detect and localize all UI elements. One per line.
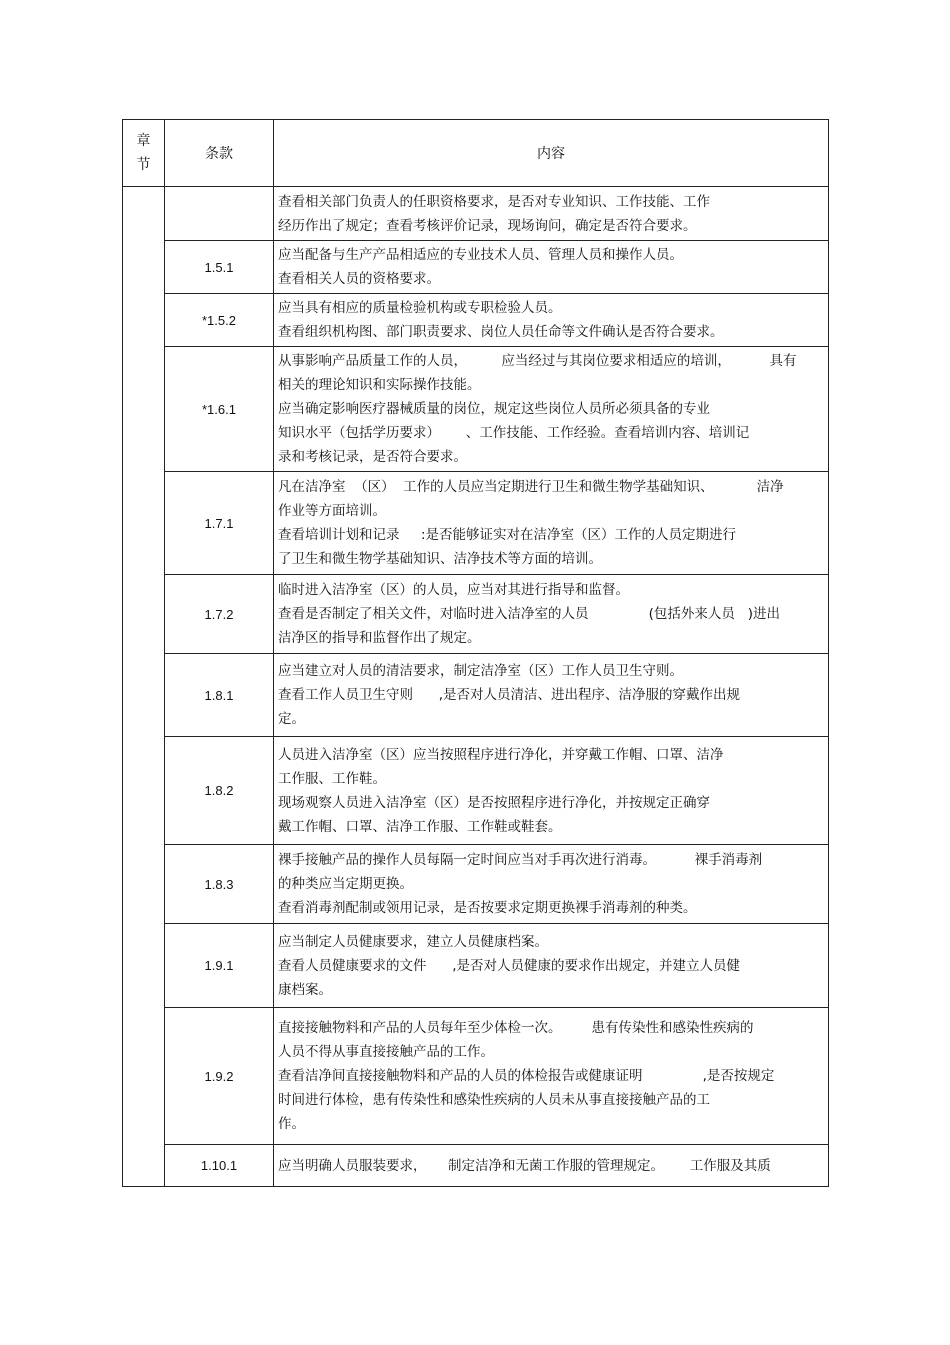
clause-cell: 1.5.1: [165, 241, 274, 294]
clause-cell: *1.6.1: [165, 347, 274, 472]
content-cell: [274, 294, 829, 347]
table-row: [123, 845, 829, 924]
content-line: 作业等方面培训。: [278, 503, 386, 519]
table-row: [123, 187, 829, 241]
content-line: 相关的理论知识和实际操作技能。: [278, 377, 481, 393]
clause-cell: *1.5.2: [165, 294, 274, 347]
clause-cell: 1.10.1: [165, 1145, 274, 1187]
content-line: 工作服、工作鞋。: [278, 770, 386, 787]
content-line: 时间进行体检，患有传染性和感染性疾病的人员未从事直接接触产品的工: [278, 1092, 710, 1108]
content-line: 应当确定影响医疗器械质量的岗位，规定这些岗位人员所必须具备的专业: [278, 401, 710, 417]
content-line: 作。: [278, 1116, 305, 1132]
content-line: 查看组织机构图、部门职责要求、岗位人员任命等文件确认是否符合要求。: [278, 324, 724, 340]
clause-header: 条款: [165, 120, 274, 187]
content-line: 现场观察人员进入洁净室（区）是否按照程序进行净化，并按规定正确穿: [278, 794, 710, 811]
content-line: 应当建立对人员的清洁要求，制定洁净室（区）工作人员卫生守则。: [278, 663, 683, 679]
content-line: 凡在洁净室 （区） 工作的人员应当定期进行卫生和微生物学基础知识、 洁净: [278, 479, 784, 495]
content-line: 查看消毒剂配制或领用记录，是否按要求定期更换裸手消毒剂的种类。: [278, 900, 697, 916]
clause-cell: [165, 187, 274, 241]
content-line: 应当配备与生产产品相适应的专业技术人员、管理人员和操作人员。: [278, 247, 683, 263]
chapter-header-label: 章 节: [136, 133, 151, 173]
content-cell: [274, 575, 829, 654]
content-cell: [274, 1008, 829, 1145]
content-line: 临时进入洁净室（区）的人员，应当对其进行指导和监督。: [278, 582, 629, 598]
clause-cell: 1.7.2: [165, 575, 274, 654]
clause-cell: 1.9.1: [165, 924, 274, 1008]
content-line: 从事影响产品质量工作的人员， 应当经过与其岗位要求相适应的培训， 具有: [278, 353, 797, 369]
content-line: 应当制定人员健康要求，建立人员健康档案。: [278, 933, 548, 950]
content-cell: [274, 737, 829, 845]
content-line: 查看培训计划和记录 :是否能够证实对在洁净室（区）工作的人员定期进行: [278, 527, 737, 543]
content-cell: [274, 347, 829, 472]
clause-cell: 1.9.2: [165, 1008, 274, 1145]
table-row: [123, 924, 829, 1008]
chapter-cell: [123, 187, 165, 1187]
content-line: 经历作出了规定；查看考核评价记录，现场询问，确定是否符合要求。: [278, 217, 697, 234]
table-row: [123, 654, 829, 737]
table-row: [123, 737, 829, 845]
table-row: [123, 472, 829, 575]
content-header: 内容: [274, 120, 829, 187]
clause-cell: 1.8.1: [165, 654, 274, 737]
content-line: 应当明确人员服装要求， 制定洁净和无菌工作服的管理规定。 工作服及其质: [278, 1157, 771, 1174]
content-line: 的种类应当定期更换。: [278, 876, 413, 892]
content-cell: [274, 1145, 829, 1187]
content-cell: [274, 654, 829, 737]
content-line: 人员不得从事直接接触产品的工作。: [278, 1044, 494, 1060]
content-line: 了卫生和微生物学基础知识、洁净技术等方面的培训。: [278, 551, 602, 567]
table-row: [123, 575, 829, 654]
content-cell: [274, 241, 829, 294]
content-line: 洁净区的指导和监督作出了规定。: [278, 630, 481, 646]
content-cell: [274, 924, 829, 1008]
content-line: 康档案。: [278, 981, 332, 998]
table-row: [123, 294, 829, 347]
chapter-header: [123, 120, 165, 187]
clause-cell: 1.8.3: [165, 845, 274, 924]
content-line: 知识水平（包括学历要求） 、工作技能、工作经验。查看培训内容、培训记: [278, 425, 750, 441]
table-row: [123, 241, 829, 294]
content-line: 查看相关人员的资格要求。: [278, 271, 440, 287]
clause-cell: 1.8.2: [165, 737, 274, 845]
content-line: 戴工作帽、口罩、洁净工作服、工作鞋或鞋套。: [278, 818, 562, 835]
content-line: 查看人员健康要求的文件 ,是否对人员健康的要求作出规定，并建立人员健: [278, 957, 741, 974]
content-cell: [274, 187, 829, 241]
content-line: 查看相关部门负责人的任职资格要求，是否对专业知识、工作技能、工作: [278, 193, 710, 210]
content-line: 裸手接触产品的操作人员每隔一定时间应当对手再次进行消毒。 裸手消毒剂: [278, 852, 763, 868]
table-row: [123, 347, 829, 472]
table-header-row: [123, 120, 829, 187]
content-line: 录和考核记录，是否符合要求。: [278, 449, 467, 465]
clause-cell: 1.7.1: [165, 472, 274, 575]
content-line: 查看是否制定了相关文件，对临时进入洁净室的人员 (包括外来人员 )进出: [278, 606, 780, 622]
content-cell: [274, 472, 829, 575]
requirements-table: [122, 119, 829, 1187]
content-line: 查看洁净间直接接触物料和产品的人员的体检报告或健康证明 ,是否按规定: [278, 1068, 775, 1084]
table-row: [123, 1008, 829, 1145]
content-cell: [274, 845, 829, 924]
content-line: 定。: [278, 711, 305, 727]
content-line: 查看工作人员卫生守则 ,是否对人员清洁、进出程序、洁净服的穿戴作出规: [278, 687, 741, 703]
content-line: 人员进入洁净室（区）应当按照程序进行净化，并穿戴工作帽、口罩、洁净: [278, 746, 724, 763]
table-row: [123, 1145, 829, 1187]
content-line: 直接接触物料和产品的人员每年至少体检一次。 患有传染性和感染性疾病的: [278, 1020, 754, 1036]
content-line: 应当具有相应的质量检验机构或专职检验人员。: [278, 300, 562, 316]
